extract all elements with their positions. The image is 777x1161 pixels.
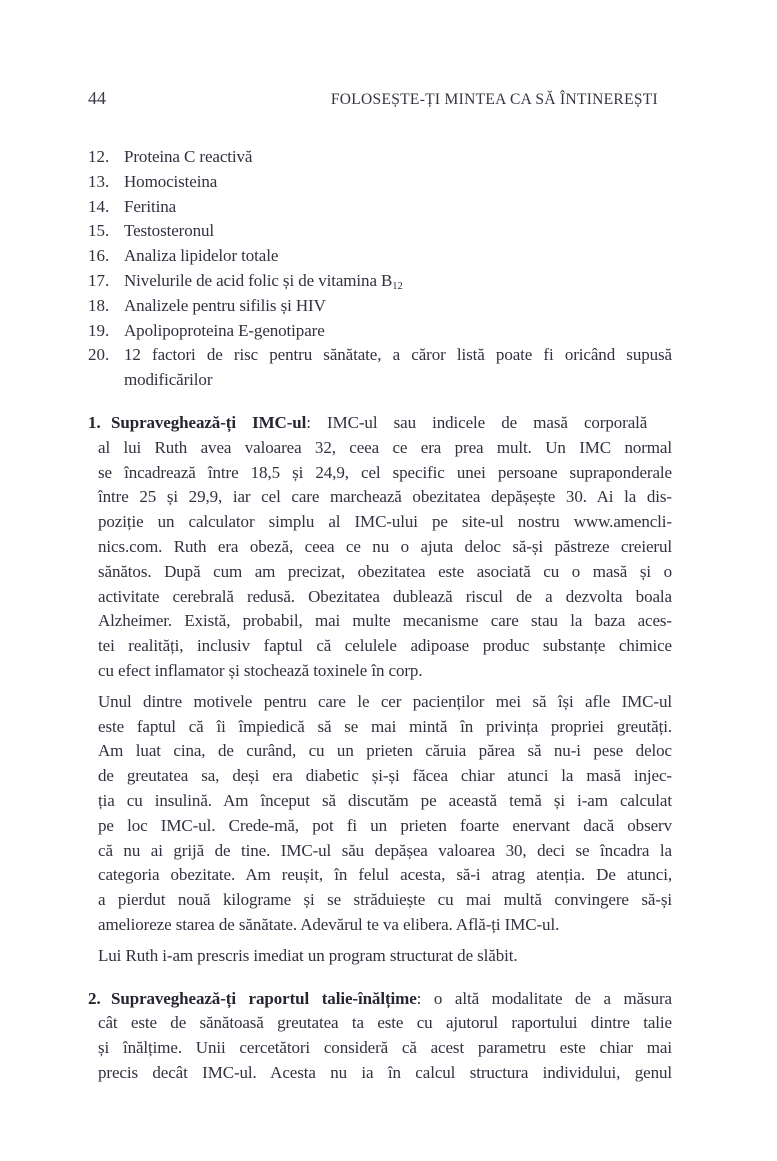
text-line — [98, 789, 672, 814]
list-item-number: 20. — [88, 345, 110, 365]
lab-list-item — [88, 319, 672, 344]
lab-list-item — [88, 219, 672, 244]
lab-list-item — [88, 343, 672, 393]
text-line — [98, 436, 672, 461]
text-line-content: Supraveghează-ți raportul talie-înălțime: o altă modalitate de a măsura — [111, 988, 672, 1008]
text-line-content: poziție un calculator simplu al IMC-ului pe site-ul nostru www.amencli- — [98, 512, 672, 532]
lab-list-item — [88, 170, 672, 195]
page-number: 44 — [88, 88, 106, 108]
text-line-content: a pierdut nouă kilograme și se străduiește cu mai multă convingere să-și — [98, 890, 672, 910]
text-line-content: modificărilor — [124, 370, 213, 390]
text-line — [98, 510, 672, 535]
lab-list-item — [88, 195, 672, 220]
text-line — [124, 244, 672, 269]
text-line — [98, 585, 672, 610]
lab-list-item — [88, 244, 672, 269]
text-line-content: tei realități, inclusiv faptul că celulele adipoase produc substanțe chimice — [98, 636, 672, 656]
text-line — [98, 715, 672, 740]
running-title: FOLOSEȘTE-ȚI MINTEA CA SĂ ÎNTINEREȘTI — [330, 91, 658, 108]
text-line-content: că nu ai grijă de tine. IMC-ul său depășea valoarea 30, deci se încadra la — [98, 840, 672, 860]
text-line — [98, 659, 672, 684]
text-line-content: Testosteronul — [124, 221, 215, 241]
list-item-number: 17. — [88, 270, 110, 290]
text-line — [98, 690, 672, 715]
list-item-text — [124, 195, 672, 220]
text-line-content: Analiza lipidelor totale — [124, 246, 279, 266]
list-item-text — [124, 244, 672, 269]
lab-list-item — [88, 294, 672, 319]
text-line-content: sănătos. După cum am precizat, obezitatea este asociată cu o masă și o — [98, 561, 672, 581]
text-line-content: amelioreze starea de sănătate. Adevărul te va elibera. Află-ți IMC-ul. — [98, 914, 560, 934]
text-line-content: Homocisteina — [124, 171, 218, 191]
text-line — [124, 368, 672, 393]
text-line-content: Unul dintre motivele pentru care le cer pacienților mei să își afle IMC-ul — [98, 691, 672, 711]
list-item-text — [124, 319, 672, 344]
text-line — [98, 944, 672, 969]
list-item-text — [124, 343, 672, 393]
text-line-content: Alzheimer. Există, probabil, mai multe mecanisme care stau la baza aces- — [98, 611, 672, 631]
text-line — [98, 764, 672, 789]
text-line-content: Apolipoproteina E-genotipare — [124, 320, 325, 340]
text-line — [124, 170, 672, 195]
list-item-number: 13. — [88, 171, 110, 191]
list-item-text — [124, 170, 672, 195]
list-item-number: 18. — [88, 295, 110, 315]
text-line-content: cât este de sănătoasă greutatea ta este cu ajutorul raportului dintre talie — [98, 1013, 672, 1033]
lab-list-item — [88, 269, 672, 294]
text-line — [124, 269, 672, 294]
text-line-content: cu efect inflamator și stochează toxinele în corp. — [98, 660, 423, 680]
text-line-content: pe loc IMC-ul. Crede-mă, pot fi un prieten foarte enervant dacă observ — [98, 815, 672, 835]
text-line-content: activitate cerebrală redusă. Obezitatea dublează riscul de a dezvolta boala — [98, 586, 672, 606]
text-line — [124, 319, 672, 344]
text-line — [98, 485, 672, 510]
paragraph — [98, 690, 672, 938]
list-item-number: 19. — [88, 320, 110, 340]
numbered-sections — [88, 411, 672, 1086]
text-line — [98, 739, 672, 764]
paragraph — [98, 944, 672, 969]
list-item-number: 12. — [88, 147, 110, 166]
text-line-content: se încadrează între 18,5 și 24,9, cel specific unei persoane supraponderale — [98, 462, 672, 482]
bold-lead-in: Supraveghează-ți IMC-ul — [111, 412, 307, 432]
text-line-content: și înălțime. Unii cercetători consideră că acest parametru este chiar mai — [98, 1038, 672, 1058]
list-item-number: 16. — [88, 246, 110, 266]
list-item-text — [124, 269, 672, 294]
text-line-content: Supraveghează-ți IMC-ul: IMC-ul sau indicele de masă corporală — [111, 412, 648, 432]
list-item-text — [124, 219, 672, 244]
book-page — [88, 88, 672, 1086]
numbered-paragraph-block — [88, 987, 672, 1086]
text-line — [98, 411, 672, 436]
text-line — [98, 634, 672, 659]
text-line — [124, 145, 672, 170]
text-line — [98, 814, 672, 839]
list-item-number: 14. — [88, 196, 110, 216]
lab-list-item — [88, 145, 672, 170]
text-line — [124, 294, 672, 319]
text-line-content: nics.com. Ruth era obeză, ceea ce nu o ajuta deloc să-și păstreze creierul — [98, 536, 672, 556]
text-line — [98, 913, 672, 938]
text-line — [98, 839, 672, 864]
text-line — [98, 1061, 672, 1086]
text-line — [98, 1036, 672, 1061]
text-line — [98, 1011, 672, 1036]
text-line — [98, 888, 672, 913]
text-line — [98, 535, 672, 560]
text-line-content: Am luat cina, de curând, cu un prieten căruia părea să nu-i pese deloc — [98, 741, 672, 761]
text-line — [98, 609, 672, 634]
section-number: 2. — [88, 988, 101, 1008]
bold-lead-in: Supraveghează-ți raportul talie-înălțime — [111, 988, 417, 1008]
text-line-content: ția cu insulină. Am început să discutăm pe această temă și i-am calculat — [98, 790, 672, 810]
text-line-content: categoria obezitate. Am reușit, în felul acesta, să-i atrag atenția. De atunci, — [98, 865, 672, 885]
text-line — [98, 863, 672, 888]
paragraph — [98, 411, 672, 684]
subscript-text: 12 — [392, 280, 403, 292]
list-item-text — [124, 294, 672, 319]
text-line-content: Nivelurile de acid folic și de vitamina $B_{12}$ — [124, 270, 403, 292]
text-line-content: Analizele pentru sifilis și HIV — [124, 295, 326, 315]
text-line — [98, 987, 672, 1012]
text-line-content: Feritina — [124, 196, 177, 216]
text-line — [124, 219, 672, 244]
list-item-number: 15. — [88, 221, 110, 241]
text-line-content: 12 factori de risc pentru sănătate, a căror listă poate fi oricând supusă — [124, 345, 672, 365]
text-line — [124, 343, 672, 368]
numbered-paragraph-block — [88, 411, 672, 969]
text-line — [124, 195, 672, 220]
text-line-content: între 25 și 29,9, iar cel care marchează obezitatea depășește 30. Ai la dis- — [98, 487, 672, 507]
text-line-content: de greutatea sa, deși era diabetic și-și făcea chiar atunci la masă injec- — [98, 766, 672, 786]
text-line — [98, 560, 672, 585]
text-line-content: este faptul că îi împiedică să se mai mintă în privința propriei greutăți. — [98, 716, 672, 736]
lab-test-list — [88, 145, 672, 393]
text-line-content: Lui Ruth i-am prescris imediat un program structurat de slăbit. — [98, 945, 518, 965]
text-line — [98, 461, 672, 486]
list-item-text — [124, 145, 672, 170]
paragraph — [98, 987, 672, 1086]
page-header — [88, 88, 672, 112]
text-line-content: precis decât IMC-ul. Acesta nu ia în calcul structura individului, genul — [98, 1062, 672, 1082]
section-number: 1. — [88, 412, 101, 432]
text-line-content: Proteina C reactivă — [124, 147, 253, 166]
text-line-content: al lui Ruth avea valoarea 32, ceea ce era prea mult. Un IMC normal — [98, 437, 672, 457]
